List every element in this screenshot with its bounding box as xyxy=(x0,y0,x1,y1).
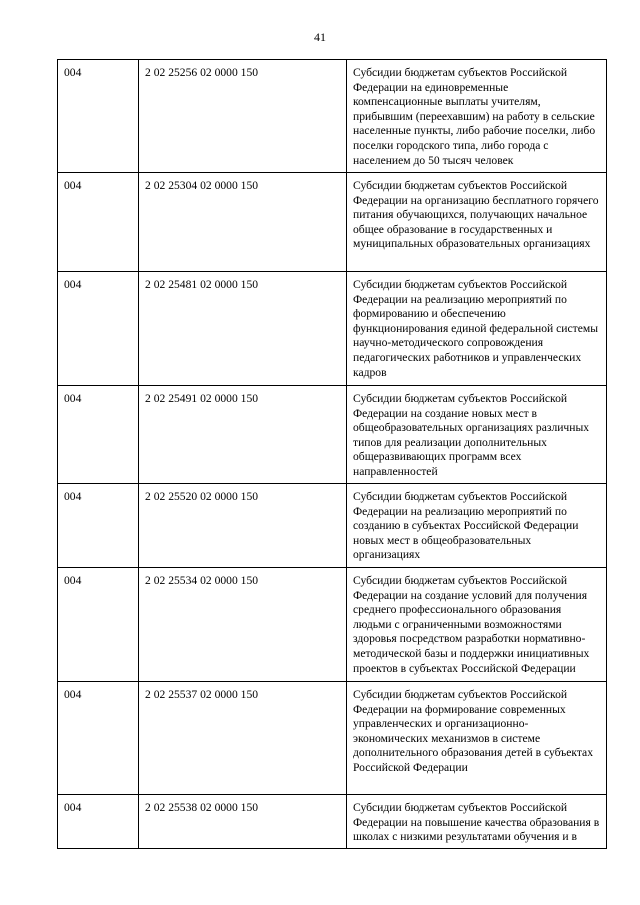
budget-code-cell: 2 02 25538 02 0000 150 xyxy=(139,795,347,849)
description-cell: Субсидии бюджетам субъектов Российской Федерации на организацию бесплатного горячего питания обучающихся, получающих начальное общее образование в государственных и муниципальных образовательных организациях xyxy=(347,173,607,272)
description-cell: Субсидии бюджетам субъектов Российской Федерации на единовременные компенсационные выплаты учителям, прибывшим (переехавшим) на работу в сельские населенные пункты, либо рабочие поселки, либо поселки городского типа, либо города с населением до 50 тысяч человек xyxy=(347,60,607,173)
admin-code-cell: 004 xyxy=(58,60,139,173)
table-row xyxy=(58,173,607,272)
admin-code-cell: 004 xyxy=(58,682,139,795)
page-number: 41 xyxy=(314,30,326,44)
description-cell: Субсидии бюджетам субъектов Российской Федерации на реализацию мероприятий по формированию и обеспечению функционирования единой федеральной системы научно-методического сопровождения педагогических работников и управленческих кадров xyxy=(347,272,607,386)
admin-code-cell: 004 xyxy=(58,795,139,849)
table-row xyxy=(58,795,607,849)
budget-code-cell: 2 02 25520 02 0000 150 xyxy=(139,484,347,568)
budget-code-cell: 2 02 25491 02 0000 150 xyxy=(139,386,347,484)
admin-code-cell: 004 xyxy=(58,272,139,386)
table-row xyxy=(58,272,607,386)
description-cell: Субсидии бюджетам субъектов Российской Федерации на формирование современных управленческих и организационно-экономических механизмов в системе дополнительного образования детей в субъектах Российской Федерации xyxy=(347,682,607,795)
budget-codes-table xyxy=(57,59,607,849)
table-row xyxy=(58,568,607,682)
description-cell: Субсидии бюджетам субъектов Российской Федерации на создание новых мест в общеобразовательных организациях различных типов для реализации дополнительных общеразвивающих программ всех направленностей xyxy=(347,386,607,484)
budget-code-cell: 2 02 25304 02 0000 150 xyxy=(139,173,347,272)
table-row xyxy=(58,484,607,568)
description-cell: Субсидии бюджетам субъектов Российской Федерации на создание условий для получения среднего профессионального образования людьми с ограниченными возможностями здоровья посредством разработки нормативно-методической базы и поддержки инициативных проектов в субъектах Российской Федерации xyxy=(347,568,607,682)
budget-code-cell: 2 02 25256 02 0000 150 xyxy=(139,60,347,173)
description-cell: Субсидии бюджетам субъектов Российской Федерации на повышение качества образования в школах с низкими результатами обучения и в xyxy=(347,795,607,849)
admin-code-cell: 004 xyxy=(58,484,139,568)
table-row xyxy=(58,386,607,484)
table-row xyxy=(58,60,607,173)
budget-code-cell: 2 02 25534 02 0000 150 xyxy=(139,568,347,682)
admin-code-cell: 004 xyxy=(58,386,139,484)
budget-code-cell: 2 02 25481 02 0000 150 xyxy=(139,272,347,386)
admin-code-cell: 004 xyxy=(58,173,139,272)
description-cell: Субсидии бюджетам субъектов Российской Федерации на реализацию мероприятий по созданию в субъектах Российской Федерации новых мест в общеобразовательных организациях xyxy=(347,484,607,568)
admin-code-cell: 004 xyxy=(58,568,139,682)
table-row xyxy=(58,682,607,795)
budget-code-cell: 2 02 25537 02 0000 150 xyxy=(139,682,347,795)
